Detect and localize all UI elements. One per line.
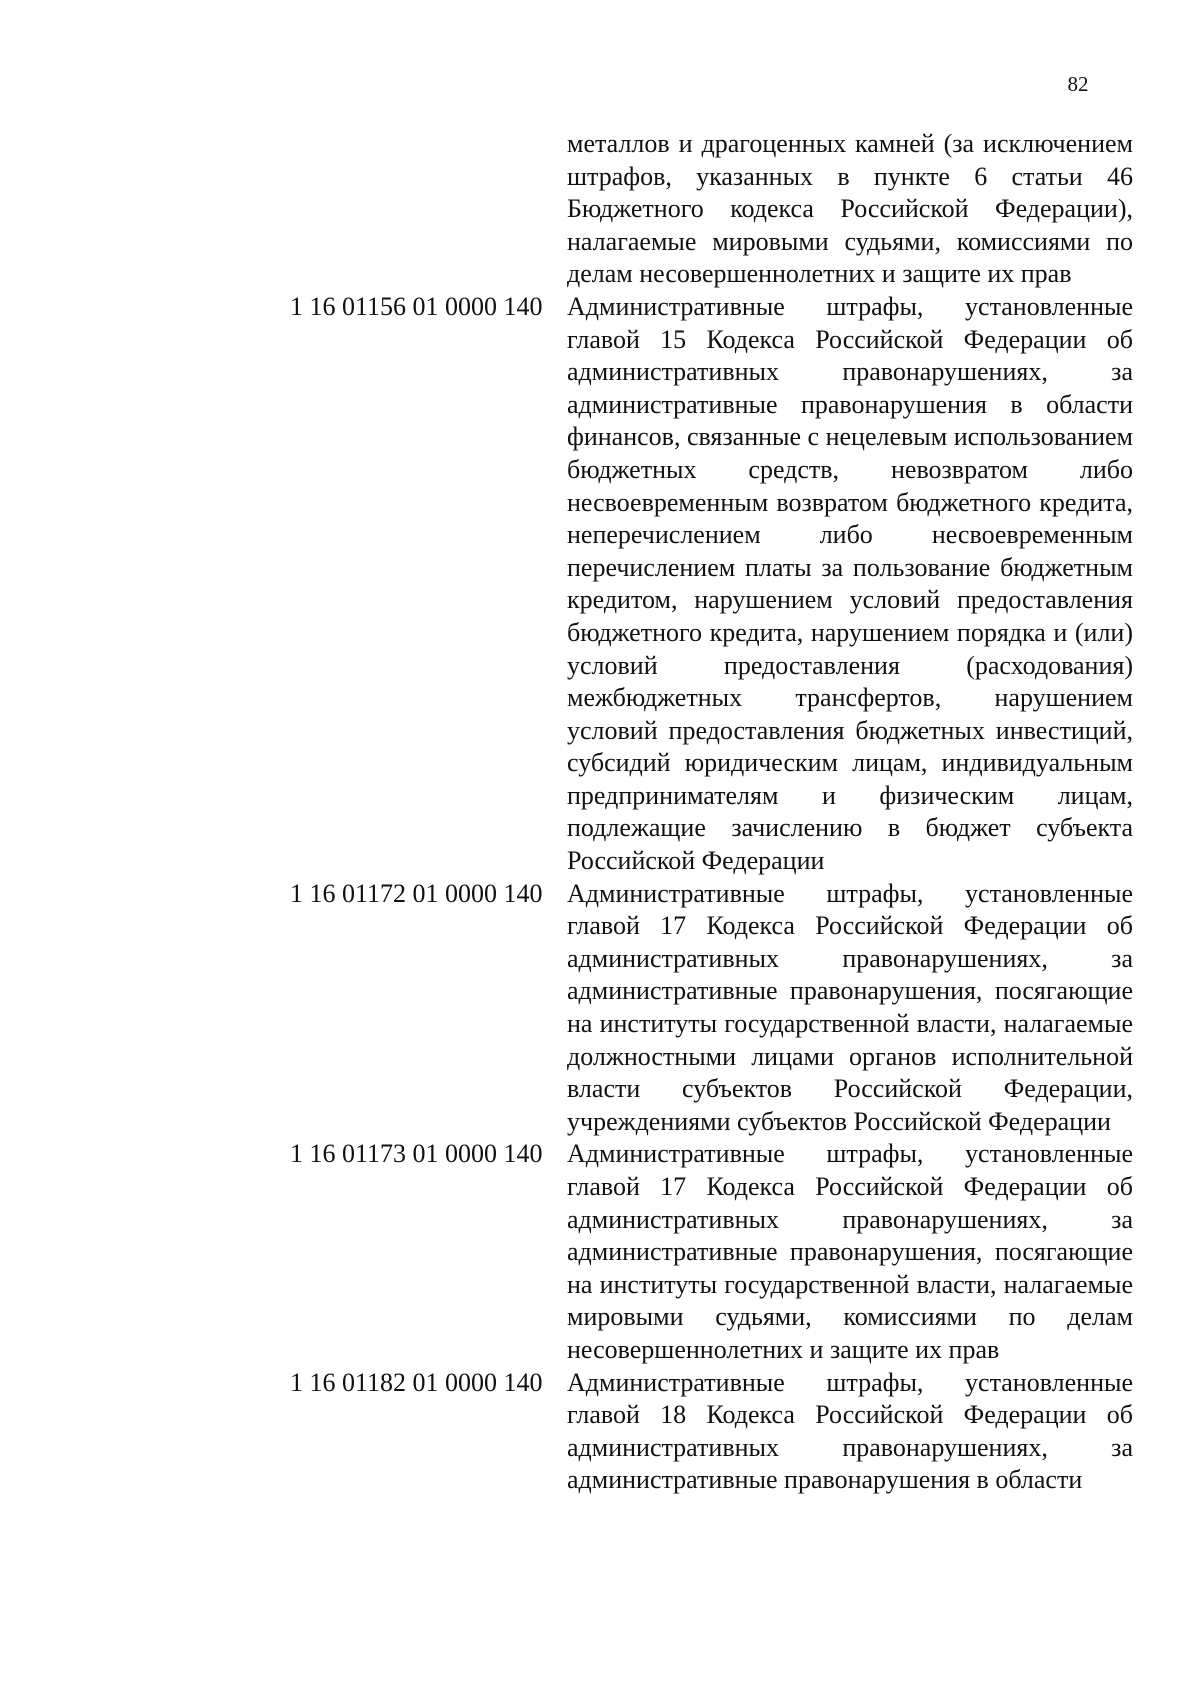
table-row: [290, 291, 1152, 878]
budget-code-description: Административные штрафы, установленные главой 15 Кодекса Российской Федерации об административных правонарушениях, за административные правонарушения в области финансов, связанные с нецелевым использованием бюджетных средств, невозвратом либо несвоевременным возвратом бюджетного кредита, неперечислением либо несвоевременным перечислением платы за пользование бюджетным кредитом, нарушением условий предоставления бюджетного кредита, нарушением порядка и (или) условий предоставления (расходования) межбюджетных трансфертов, нарушением условий предоставления бюджетных инвестиций, субсидий юридическим лицам, индивидуальным предпринимателям и физическим лицам, подлежащие зачислению в бюджет субъекта Российской Федерации: [567, 291, 1133, 876]
budget-code-description: Административные штрафы, установленные главой 18 Кодекса Российской Федерации об административных правонарушениях, за административные правонарушения в области: [567, 1367, 1133, 1495]
table-row: [290, 128, 1152, 291]
budget-code-table: [290, 128, 1152, 1497]
budget-code: 1 16 01172 01 0000 140: [290, 878, 543, 908]
table-row: [290, 1367, 1152, 1497]
page-number: 82: [1067, 72, 1089, 96]
budget-code-description: Административные штрафы, установленные главой 17 Кодекса Российской Федерации об административных правонарушениях, за административные правонарушения, посягающие на институты государственной власти, налагаемые должностными лицами органов исполнительной власти субъектов Российской Федерации, учреждениями субъектов Российской Федерации: [567, 878, 1133, 1136]
table-row: [290, 878, 1152, 1139]
budget-code-description: металлов и драгоценных камней (за исключением штрафов, указанных в пункте 6 статьи 46 Бюджетного кодекса Российской Федерации), налагаемые мировыми судьями, комиссиями по делам несовершеннолетних и защите их прав: [567, 129, 1133, 289]
budget-code-description: Административные штрафы, установленные главой 17 Кодекса Российской Федерации об административных правонарушениях, за административные правонарушения, посягающие на институты государственной власти, налагаемые мировыми судьями, комиссиями по делам несовершеннолетних и защите их прав: [567, 1139, 1133, 1364]
budget-code: 1 16 01182 01 0000 140: [290, 1367, 543, 1397]
budget-code: 1 16 01173 01 0000 140: [290, 1139, 543, 1169]
budget-code: 1 16 01156 01 0000 140: [290, 291, 543, 321]
table-row: [290, 1138, 1152, 1366]
